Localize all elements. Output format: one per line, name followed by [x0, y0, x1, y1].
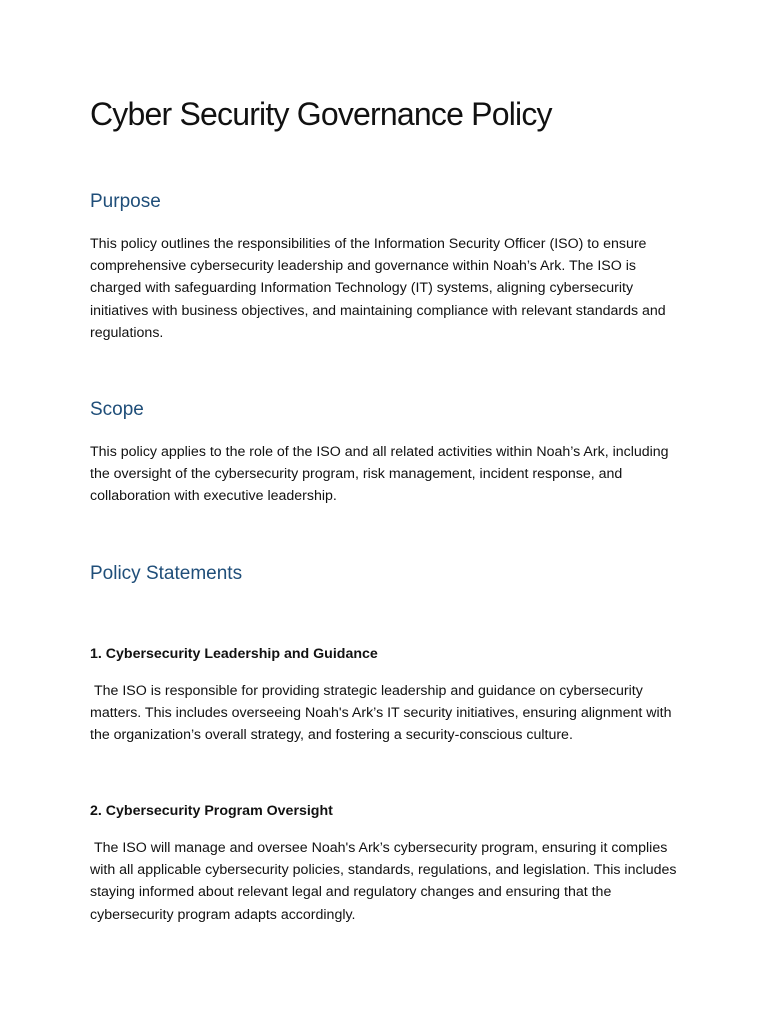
section-heading-scope: Scope [90, 399, 144, 420]
section-body-scope: This policy applies to the role of the ISO and all related activities within Noah’s Ark, including the oversight of the cybersecurity program, risk management, incident response, and collaboration with executive leadership. [90, 444, 669, 505]
section-body-purpose: This policy outlines the responsibilities of the Information Security Officer (ISO) to ensure comprehensive cybersecurity leadership and governance within Noah’s Ark. The ISO is charged with safeguarding Information Technology (IT) systems, aligning cybersecurity initiatives with business objectives, and maintaining compliance with relevant standards and regulations. [90, 236, 666, 341]
section-heading-purpose: Purpose [90, 191, 161, 212]
policy-item-body: The ISO will manage and oversee Noah's Ark’s cybersecurity program, ensuring it complies with all applicable cybersecurity policies, standards, regulations, and legislation. This includes staying informed about relevant legal and regulatory changes and ensuring that the cybersecurity program adapts accordingly. [90, 840, 681, 923]
section-heading-policy-statements: Policy Statements [90, 563, 243, 584]
policy-item-heading: 1. Cybersecurity Leadership and Guidance [90, 646, 378, 662]
document-title: Cyber Security Governance Policy [90, 96, 552, 132]
policy-item-heading: 2. Cybersecurity Program Oversight [90, 803, 333, 819]
policy-item-body: The ISO is responsible for providing strategic leadership and guidance on cybersecurity matters. This includes overseeing Noah's Ark’s IT security initiatives, ensuring alignment with the organization’s overall strategy, and fostering a security-conscious culture. [90, 683, 676, 744]
